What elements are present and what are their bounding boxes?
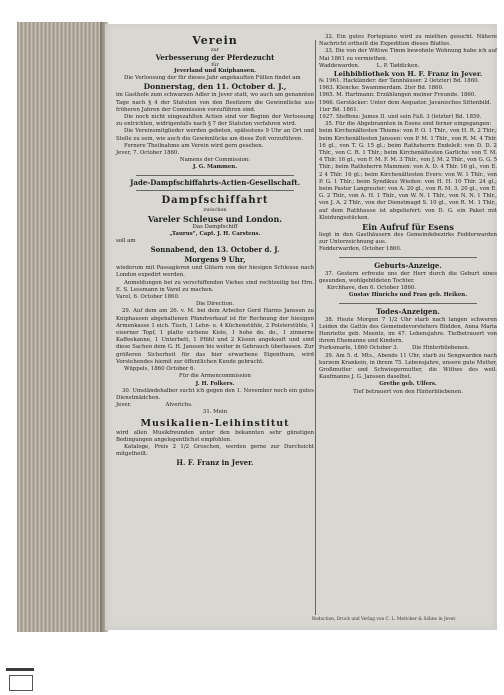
verein-fuer: für [211,61,219,68]
notice-39-sign-1: Grethe geb. Ulfers. [379,381,437,388]
geburts-heading: Geburts-Anzeige. [374,260,442,270]
notice-29-place: Wüppels, 1860 October 6. [124,366,196,373]
notice-39: 39. Am 5. d. Mts., Abends 11 Uhr, starb zu Sengwarden nach kurzem Krankein, in ihrem 75. Lebensjahre, unsere gute Mutter, Großmutter und Schwiegermutter, die Wittwe des weil. Kaufmanns J. G. Janssen daselbst. [319,352,497,381]
verein-heading: Verein [192,34,238,47]
notice-39-sign-2: Tief betrauert von den Hinterbliebenen. [353,388,463,395]
todes-heading: Todes-Anzeigen. [376,306,440,316]
leihbibliothek-list: № 1961. Hackländer: der Tannhäuser. 2 (letzter) Bd. 1860. 1963. Klencke: Swammerdam. 2ter Bd. 1860. 1965. M. Hartmann: Erzählungen meiner Freunde. 1860. 1966. Gerstäcker: Unter dem Aequator. Javanisches Sittenbild. 1ter Bd. 1861. 1927. Steffens: James II. und sein Fall. 3 (letzter) Bd. 1859. [319,78,492,121]
dampf-time: Morgens 9 Uhr, [184,255,246,265]
leihbibliothek-heading: Leihbibliothek von H. F. Franz in Jever. [333,70,483,79]
notice-38: 38. Heute Morgen 7 1/2 Uhr starb nach langen schweren Leiden die Gattin des Gemeindevorstehers Büdden, Anna Maria Henriette geb. Meentz, im 47. Lebensjahre. Tiefbetrauert von ihrem Ehemanne und Kindern. [319,316,497,345]
verein-region: Jeverland und Kniphausen. [174,68,256,74]
dampf-place: Varel, 6. October 1860. [116,294,180,301]
separator [339,257,477,258]
verein-subtitle: Verbesserung der Pferdezucht [155,52,275,62]
verein-sign-2: J. G. Mammen. [192,164,238,171]
notice-37-place: Kirchhave, den 6. October 1860. [327,285,417,292]
dampf-ship-1: Das Dampfschiff [192,223,238,230]
notice-37: 37. Gestern erfreute uns der Herr durch die Geburt eines gesunden, wohlgebildeten Tochter. [319,270,497,284]
verein-text-4: Die Vereinsmitglieder werden gebeten, spätestens 9 Uhr an Ort und Stelle zu sein, wie auch die Gewinnlücke am diese Zeit vorzuführen. [116,128,314,142]
left-column [116,34,314,468]
separator [339,303,477,304]
column-divider [315,40,316,615]
notice-29-sign-1: Für die Armencommission [178,373,251,380]
verein-text-3: Die noch nicht eingezahlten Actien sind vor Beginn der Verloosung zu entrichten, widrigenfalls nach § 7 der Statuten verfahren wird. [116,114,314,128]
notice-33: 33. Die von der Wittwe Timm bewohnte Wohnung habe ich auf Mai 1861 zu vermiethen. [319,48,497,62]
verein-sign-1: Namens der Commission: [179,157,251,164]
dampf-route: Vareler Schleuse und London. [147,213,283,224]
musik-text-2: Kataloge, Preis 2 1/2 Groschen, werden gerne zur Durchsicht mitgetheilt. [116,443,314,458]
notice-31: 31. Mein [202,409,228,416]
aufruf-place: Fedderwarden, October 1860. [319,246,402,253]
verein-text-5: Fernere Theilnahme am Verein wird gern gesehen. [124,142,264,149]
musik-heading: Musikalien-Leihinstitut [140,417,290,429]
dampf-date: Sonnabend, den 13. October d. J. [150,245,280,255]
dampf-heading: Dampfschiffahrt [161,195,269,207]
notice-30-sign: Jever. Alverichs. [116,402,193,409]
jade-heading: Jade-Dampfschiffahrts-Actien-Gesellschaft. [130,177,300,187]
notice-35: 35. Für die Abgebrannten in Esens sind ferner eingegangen: [325,121,492,128]
separator [136,190,294,191]
dampf-ship-2: „Taurus“, Capt. J. H. Carstens. [169,230,261,237]
notice-37-sign: Gustav Hinrichs und Frau geb. Heiken. [348,292,468,299]
notice-35-list: beim Kirchenältesten Thiems: von P. O. 1 Thlr., von H. R. 2 Thlr.; beim Kirchenältesten Janssen: von P. M. 1 Thlr., von R. M. 4 Thlr. 16 gl., von T. G. 15 gl.; beim Rathsherrn Endeleit: von D. D. 2 Thlr., von C. R. 1 Thlr.; beim Kirchenältesten Garlichs: von T. M. 4 Thlr. 16 gl., von F. M. F. M. 3 Thlr., von J. M. 2 Thlr., von G. G. 5 Thlr.; beim Rathsherrn Mammen: von A. D. 4 Thlr. 16 gl., von E. 2 4 Thlr. 16 gl.; beim Kirchenältesten Evers: von W. 1 Thlr., von P. G. 1 Thlr.; beim Syndikus Wieden: von H. H. 10 Thlr. 24 gl.; beim Pastor Langreuter: von A. 20 gl., von R. M. 3. 20 gl., von E. G. 2 Thlr., von A. H. 1 Thlr., von W. N. 1 Thlr., von N. N. 1 Thlr., von J. A. 2 Thlr., von der Dienstmagd S. 10 gl., von R. M. 1 Thlr., auf dem Rathhause ist abgeliefert: von D. G. ein Paket mit Kleidungsstücken. [319,128,497,221]
separator [136,175,294,176]
dampf-soll: soll am [116,238,136,245]
notice-30: 30. Umständehalber sucht ich gegen den 1. November noch ein gutes Dienstmädchen. [116,387,314,401]
right-column [319,34,497,396]
aufruf-heading: Ein Aufruf für Esens [362,222,454,233]
dampf-sign: Die Direction. [195,301,235,308]
musik-sign: H. F. Franz in Jever. [176,458,254,468]
verein-place: Jever, 7. October 1860. [116,150,180,157]
notice-29: 29. Auf dem am 26. v. M. bei dem Arbeiter Gerd Harms Janssen zu Kniphausen abgehaltenen Pfandverkauf ist für Rechnung der hiesigen Armenkasse 1 eich. Tisch, 1 Lehn- u. 4 Küchenstühle, 2 Polsterstühle, 1 eiserner Topf, 1 platte eichene Kiste, 1 hohe do. do., 1 zinnerne Kaffeekanne, 1 Unterbett, 1 Pfühl und 2 Kissen angekauft und sind diese Sachen dem G. H. Janssen bis weiter in Gebrauch überlassen. Zur größeren Sicherheit für das hier erwarbene Eigenthum, wird Vorstehendes hiemit zur öffentlichen Kunde gebracht. [116,308,314,365]
notice-32: 32. Ein gutes Fortepiano wird zu miethen gesucht. Nähere Nachricht ertheilt die Expedition dieses Blattes. [319,34,497,48]
dampf-text-2: Anmeldungen bei zu verschiffenden Viehes sind rechtzeitig bei Hrn. E. S. Lessmann in Varel zu machen. [116,279,314,293]
verein-text-2: im Gasthofe zum schwarzen Adler in Jever statt, wo auch am genannten Tage nach § 4 der Statuten von den Besitzern die Gewinnlücke aus früheren Jahren der Commission vorzuführen sind. [116,92,314,113]
notice-38-place: Purksmarle, 1860 October 3. Die Hinterbliebenen. [319,345,470,352]
dampf-zwischen: zwischen [203,207,227,214]
library-building-icon [6,668,34,691]
verein-zur: zur [210,47,220,53]
dampf-text-1: wiederum mit Passagieren und Gütern von der hiesigen Schleuse nach London expedirt werden. [116,265,314,279]
musik-text: wird allen Musikfreunden unter den bekannten sehr günstigen Bedingungen angelegentlichst empfohlen. [116,429,314,443]
notice-29-sign-2: J. H. Folkers. [195,380,235,387]
verein-text-1: Die Verloosung der für dieses Jahr angekauften Füllen findet am [124,75,301,82]
imprint-footer: Redaction, Druck und Verlag von C. L. Mettcker & Söhne in Jever. [312,617,457,622]
verein-date: Donnerstag, den 11. October d. J., [143,82,287,92]
book-edge [17,22,107,632]
aufruf-text: liegt in den Gasthäusern des Gemeindebezirks Fedderwarden zur Unterzeichnung aus. [319,232,497,246]
notice-33-sign: Waddewarden. L. P. Taddicken. [319,62,420,69]
